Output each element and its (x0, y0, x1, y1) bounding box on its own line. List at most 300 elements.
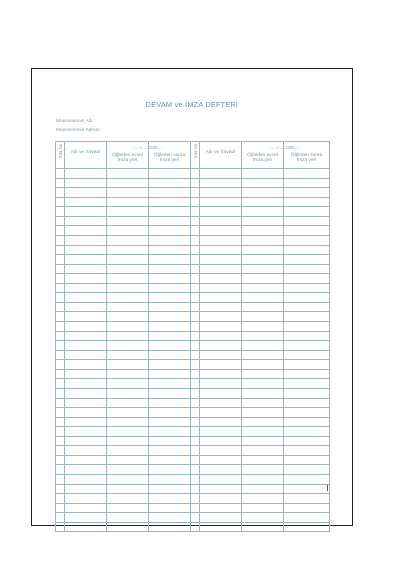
table-row (56, 293, 330, 303)
signature-cell (149, 522, 191, 532)
seq-no-cell (191, 455, 200, 465)
seq-no-cell (191, 398, 200, 408)
table-header-row (56, 142, 330, 169)
signature-cell (65, 388, 107, 398)
signature-cell (65, 264, 107, 274)
signature-cell (149, 513, 191, 523)
signature-cell (284, 341, 330, 351)
signature-cell (242, 216, 284, 226)
signature-cell (284, 312, 330, 322)
signature-cell (149, 455, 191, 465)
morning-header-left: Öğleden evvel İmza yeri (107, 142, 149, 169)
signature-cell (284, 484, 330, 494)
signature-cell (284, 360, 330, 370)
seq-no-cell (191, 207, 200, 217)
seq-no-cell (56, 360, 65, 370)
seq-no-cell (56, 398, 65, 408)
signature-cell (284, 226, 330, 236)
signature-cell (200, 255, 242, 265)
seq-no-cell (191, 235, 200, 245)
signature-cell (242, 302, 284, 312)
signature-cell (200, 475, 242, 485)
form-title: DEVAM ve İMZA DEFTERİ (145, 100, 239, 109)
signature-cell (149, 503, 191, 513)
seq-no-cell (56, 465, 65, 475)
signature-cell (107, 388, 149, 398)
seq-no-cell (56, 331, 65, 341)
signature-cell (284, 207, 330, 217)
table-row (56, 417, 330, 427)
signature-cell (65, 408, 107, 418)
signature-cell (107, 216, 149, 226)
name-header-left: Adı ve Soyadı (65, 142, 107, 169)
signature-cell (149, 197, 191, 207)
signature-cell (65, 446, 107, 456)
signature-cell (200, 455, 242, 465)
signature-cell (65, 417, 107, 427)
seq-no-cell (56, 293, 65, 303)
signature-cell (200, 503, 242, 513)
signature-cell (242, 455, 284, 465)
signature-cell (200, 350, 242, 360)
signature-cell (149, 264, 191, 274)
signature-cell (65, 484, 107, 494)
signature-cell (284, 331, 330, 341)
signature-cell (200, 388, 242, 398)
signature-cell (149, 494, 191, 504)
seq-no-header-right: Sıra No (191, 142, 200, 169)
signature-cell (242, 245, 284, 255)
seq-no-cell (191, 226, 200, 236)
table-row (56, 484, 330, 494)
signature-cell (65, 312, 107, 322)
table-row (56, 197, 330, 207)
signature-cell (242, 207, 284, 217)
signature-cell (284, 293, 330, 303)
table-row (56, 341, 330, 351)
signature-cell (65, 302, 107, 312)
signature-cell (107, 245, 149, 255)
seq-no-cell (191, 360, 200, 370)
seq-no-cell (56, 427, 65, 437)
signature-cell (200, 341, 242, 351)
signature-cell (242, 255, 284, 265)
seq-no-cell (191, 388, 200, 398)
signature-cell (149, 398, 191, 408)
signature-cell (284, 455, 330, 465)
signature-cell (149, 341, 191, 351)
seq-no-cell (56, 197, 65, 207)
signature-cell (284, 503, 330, 513)
signature-cell (65, 427, 107, 437)
signature-cell (107, 293, 149, 303)
signature-cell (149, 178, 191, 188)
seq-no-cell (191, 255, 200, 265)
seq-no-cell (191, 197, 200, 207)
seq-no-cell (56, 283, 65, 293)
signature-cell (107, 455, 149, 465)
signature-cell (242, 398, 284, 408)
signature-cell (65, 169, 107, 179)
seq-no-cell (191, 379, 200, 389)
signature-cell (242, 178, 284, 188)
signature-cell (149, 274, 191, 284)
signature-cell (65, 274, 107, 284)
seq-no-cell (191, 408, 200, 418)
table-row (56, 245, 330, 255)
signature-cell (200, 369, 242, 379)
date-field-left: ....../....../200.... (132, 145, 163, 150)
signature-cell (242, 494, 284, 504)
signature-cell (242, 436, 284, 446)
signature-cell (65, 216, 107, 226)
signature-cell (65, 494, 107, 504)
signature-cell (107, 169, 149, 179)
signature-cell (284, 274, 330, 284)
table-row (56, 312, 330, 322)
signature-cell (200, 264, 242, 274)
seq-no-cell (56, 475, 65, 485)
signature-cell (284, 235, 330, 245)
seq-no-cell (191, 436, 200, 446)
signature-cell (149, 436, 191, 446)
signature-cell (149, 427, 191, 437)
signature-cell (200, 465, 242, 475)
signature-cell (242, 312, 284, 322)
seq-no-cell (191, 293, 200, 303)
signature-cell (65, 255, 107, 265)
signature-cell (200, 322, 242, 332)
signature-cell (65, 455, 107, 465)
signature-cell (200, 446, 242, 456)
signature-cell (242, 369, 284, 379)
signature-cell (107, 494, 149, 504)
signature-cell (107, 475, 149, 485)
table-row (56, 226, 330, 236)
seq-no-cell (191, 465, 200, 475)
table-row (56, 283, 330, 293)
date-field-right: ....../....../200.... (269, 145, 300, 150)
signature-cell (284, 417, 330, 427)
seq-no-cell (56, 207, 65, 217)
seq-no-cell (191, 350, 200, 360)
table-row (56, 235, 330, 245)
seq-no-cell (191, 369, 200, 379)
signature-cell (284, 494, 330, 504)
signature-cell (200, 188, 242, 198)
seq-no-cell (191, 417, 200, 427)
signature-cell (65, 522, 107, 532)
signature-cell (242, 274, 284, 284)
signature-cell (149, 408, 191, 418)
signature-cell (200, 178, 242, 188)
signature-cell (284, 522, 330, 532)
signature-cell (200, 302, 242, 312)
signature-cell (107, 360, 149, 370)
signature-cell (242, 341, 284, 351)
signature-cell (65, 197, 107, 207)
signature-cell (65, 503, 107, 513)
seq-no-cell (191, 475, 200, 485)
table-row (56, 178, 330, 188)
signature-cell (107, 341, 149, 351)
seq-no-cell (191, 427, 200, 437)
signature-cell (284, 475, 330, 485)
table-row (56, 216, 330, 226)
seq-no-cell (56, 216, 65, 226)
signature-cell (107, 513, 149, 523)
signature-cell (242, 226, 284, 236)
signature-cell (242, 264, 284, 274)
signature-cell (107, 331, 149, 341)
signature-cell (242, 446, 284, 456)
seq-no-cell (191, 245, 200, 255)
signature-cell (65, 350, 107, 360)
table-row (56, 369, 330, 379)
signature-cell (200, 293, 242, 303)
signature-cell (107, 207, 149, 217)
table-row (56, 379, 330, 389)
seq-no-cell (56, 312, 65, 322)
afternoon-header-left: ....../....../200.... Öğleden sonra İmza yeri (149, 142, 191, 169)
seq-no-cell (56, 494, 65, 504)
signature-cell (107, 312, 149, 322)
signature-cell (65, 341, 107, 351)
signature-cell (242, 322, 284, 332)
seq-no-cell (191, 331, 200, 341)
signature-cell (284, 283, 330, 293)
signature-cell (284, 513, 330, 523)
seq-no-cell (191, 484, 200, 494)
signature-cell (149, 293, 191, 303)
signature-cell (65, 436, 107, 446)
signature-cell (107, 178, 149, 188)
signature-cell (284, 398, 330, 408)
signature-cell (284, 465, 330, 475)
signature-cell (65, 465, 107, 475)
signature-cell (107, 197, 149, 207)
table-row (56, 475, 330, 485)
signature-cell (242, 169, 284, 179)
seq-no-cell (56, 455, 65, 465)
signature-cell (107, 188, 149, 198)
seq-no-cell (56, 235, 65, 245)
seq-no-cell (56, 245, 65, 255)
signature-cell (284, 322, 330, 332)
seq-no-cell (191, 312, 200, 322)
signature-cell (107, 322, 149, 332)
signature-cell (242, 484, 284, 494)
signature-cell (149, 475, 191, 485)
signature-cell (107, 503, 149, 513)
seq-no-cell (56, 408, 65, 418)
signature-cell (200, 360, 242, 370)
signature-cell (149, 417, 191, 427)
seq-no-cell (191, 178, 200, 188)
signature-cell (65, 331, 107, 341)
attendance-table (55, 141, 330, 532)
seq-no-cell (56, 169, 65, 179)
signature-cell (284, 350, 330, 360)
seq-no-cell (56, 522, 65, 532)
signature-cell (200, 522, 242, 532)
signature-cell (149, 188, 191, 198)
seq-no-cell (191, 283, 200, 293)
seq-no-cell (191, 216, 200, 226)
signature-cell (284, 169, 330, 179)
signature-cell (107, 465, 149, 475)
table-row (56, 446, 330, 456)
signature-cell (242, 235, 284, 245)
signature-cell (242, 331, 284, 341)
signature-cell (200, 379, 242, 389)
margin-mark (327, 485, 328, 491)
signature-cell (200, 207, 242, 217)
table-row (56, 408, 330, 418)
table-row (56, 264, 330, 274)
signature-cell (242, 503, 284, 513)
signature-cell (284, 446, 330, 456)
seq-no-cell (56, 226, 65, 236)
seq-no-cell (191, 322, 200, 332)
signature-cell (149, 379, 191, 389)
seq-no-cell (56, 388, 65, 398)
table-row (56, 350, 330, 360)
signature-cell (200, 235, 242, 245)
signature-cell (200, 484, 242, 494)
signature-cell (200, 226, 242, 236)
signature-cell (242, 197, 284, 207)
signature-cell (107, 484, 149, 494)
seq-no-cell (56, 379, 65, 389)
table-row (56, 188, 330, 198)
signature-cell (200, 436, 242, 446)
table-row (56, 427, 330, 437)
signature-cell (200, 274, 242, 284)
signature-cell (107, 235, 149, 245)
seq-no-cell (56, 350, 65, 360)
signature-cell (65, 379, 107, 389)
name-header-right: Adı ve Soyadı (200, 142, 242, 169)
table-row (56, 322, 330, 332)
signature-cell (200, 408, 242, 418)
signature-cell (284, 302, 330, 312)
signature-cell (65, 235, 107, 245)
attendance-form-page (31, 68, 353, 526)
signature-cell (200, 216, 242, 226)
signature-cell (284, 427, 330, 437)
signature-cell (65, 360, 107, 370)
signature-cell (200, 245, 242, 255)
table-row (56, 465, 330, 475)
seq-no-cell (56, 503, 65, 513)
afternoon-header-right: ....../....../200.... Öğleden sonra İmza yeri (284, 142, 330, 169)
signature-cell (242, 522, 284, 532)
table-row (56, 398, 330, 408)
signature-cell (149, 235, 191, 245)
signature-cell (284, 436, 330, 446)
signature-cell (107, 408, 149, 418)
signature-cell (65, 369, 107, 379)
table-row (56, 360, 330, 370)
signature-cell (200, 494, 242, 504)
signature-cell (107, 436, 149, 446)
signature-cell (242, 465, 284, 475)
signature-cell (200, 312, 242, 322)
signature-cell (284, 245, 330, 255)
signature-cell (149, 388, 191, 398)
signature-cell (65, 513, 107, 523)
signature-cell (149, 169, 191, 179)
signature-cell (149, 322, 191, 332)
signature-cell (242, 513, 284, 523)
table-row (56, 331, 330, 341)
seq-no-cell (56, 322, 65, 332)
signature-cell (149, 245, 191, 255)
seq-no-cell (56, 274, 65, 284)
seq-no-cell (56, 436, 65, 446)
signature-cell (242, 283, 284, 293)
signature-cell (284, 369, 330, 379)
seq-no-cell (191, 188, 200, 198)
signature-cell (149, 484, 191, 494)
signature-cell (65, 398, 107, 408)
signature-cell (107, 427, 149, 437)
table-row (56, 388, 330, 398)
signature-cell (149, 255, 191, 265)
signature-cell (284, 388, 330, 398)
signature-cell (242, 360, 284, 370)
signature-cell (284, 264, 330, 274)
table-row (56, 274, 330, 284)
signature-cell (149, 446, 191, 456)
signature-cell (107, 379, 149, 389)
table-row (56, 455, 330, 465)
signature-cell (284, 197, 330, 207)
signature-cell (107, 264, 149, 274)
signature-cell (149, 350, 191, 360)
signature-cell (200, 197, 242, 207)
seq-no-cell (191, 513, 200, 523)
signature-cell (242, 350, 284, 360)
signature-cell (200, 427, 242, 437)
signature-cell (65, 245, 107, 255)
seq-no-cell (191, 522, 200, 532)
institution-address-label: Müessesenin Adresi : (56, 128, 102, 133)
signature-cell (149, 302, 191, 312)
signature-cell (242, 408, 284, 418)
signature-cell (65, 283, 107, 293)
seq-no-cell (56, 178, 65, 188)
signature-cell (107, 226, 149, 236)
signature-cell (65, 207, 107, 217)
table-row (56, 255, 330, 265)
signature-cell (200, 283, 242, 293)
signature-cell (107, 369, 149, 379)
seq-no-cell (191, 446, 200, 456)
signature-cell (284, 408, 330, 418)
signature-cell (65, 178, 107, 188)
table-row (56, 503, 330, 513)
signature-cell (107, 283, 149, 293)
seq-no-cell (191, 169, 200, 179)
signature-cell (107, 446, 149, 456)
seq-no-cell (191, 274, 200, 284)
signature-cell (149, 312, 191, 322)
seq-no-cell (56, 446, 65, 456)
seq-no-cell (191, 302, 200, 312)
signature-cell (107, 522, 149, 532)
